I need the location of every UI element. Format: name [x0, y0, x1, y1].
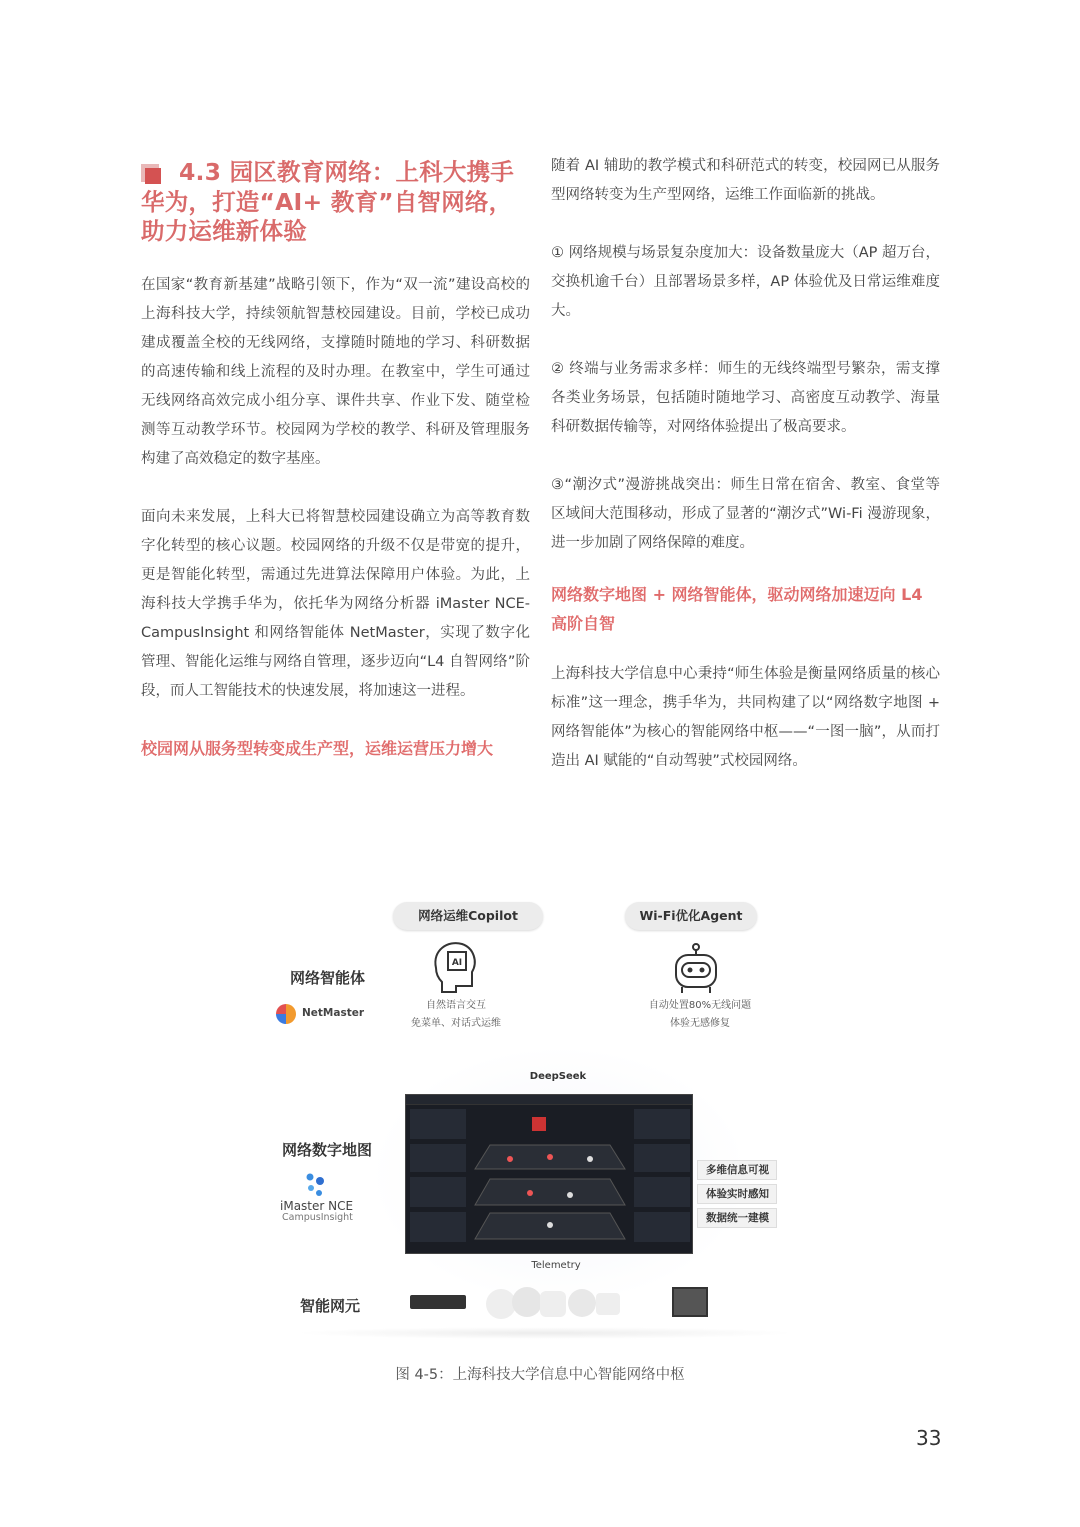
ai-head-icon [426, 938, 482, 996]
right-subheading: 网络数字地图 + 网络智能体，驱动网络加速迈向 L4 高阶自智 [551, 585, 923, 633]
left-paragraph-2: 面向未来发展，上科大已将智慧校园建设确立为高等教育数字化转型的核心议题。校园网络的升级不仅是带宽的提升，更是智能化转型，需通过先进算法保障用户体验。为此，上海科技大学携手华为，依托华为网络分析器 iMaster NCE-CampusInsight 和网络智能体 NetMaster，实现了数字化管理、智能化运维与网络自管理，逐步迈向“L4 自智网络”阶段，而人工智能技术的快速发展，将加速这一进程。 [141, 508, 530, 699]
copilot-desc [396, 997, 516, 1033]
section-title-line-1: 4.3 园区教育网络：上科大携手 [179, 158, 515, 186]
figure-base-shadow [295, 1327, 795, 1339]
right-point-2: ② 终端与业务需求多样：师生的无线终端型号繁杂，需支撑各类业务场景，包括随时随地学习、高密度互动教学、海量科研数据传输等，对网络体验提出了极高要求。 [551, 361, 940, 435]
side-tag-perception: 体验实时感知 [697, 1184, 777, 1204]
switch-device-icon [410, 1295, 466, 1309]
page-number: 33 [916, 1426, 942, 1450]
access-point-icons [486, 1287, 636, 1319]
brand-netmaster: NetMaster [302, 1007, 365, 1019]
copilot-desc-line-1: 自然语言交互 [426, 1000, 486, 1011]
right-intro: 随着 AI 辅助的教学模式和科研范式的转变，校园网已从服务型网络转变为生产型网络，运维工作面临新的挑战。 [551, 158, 940, 203]
side-tag-visualization: 多维信息可视 [697, 1160, 777, 1180]
right-column [551, 152, 940, 776]
ai-badge-text: AI [451, 958, 463, 968]
copilot-pill: 网络运维Copilot [393, 902, 543, 930]
right-last-paragraph: 上海科技大学信息中心秉持“师生体验是衡量网络质量的核心标准”这一理念，携手华为，共同构建了以“网络数字地图 + 网络智能体”为核心的智能网络中枢——“一图一脑”，从而打造出 AI 赋能的“自动驾驶”式校园网络。 [551, 666, 940, 769]
digital-map-dashboard [405, 1094, 693, 1254]
title-marker-icon [141, 164, 163, 186]
agent-desc-line-1: 自动处置80%无线问题 [648, 1000, 752, 1011]
telemetry-label: Telemetry [531, 1260, 581, 1271]
chassis-device-icon [672, 1287, 708, 1317]
agent-pill: Wi-Fi优化Agent [625, 902, 757, 930]
agent-desc [630, 997, 770, 1033]
section-title [141, 158, 530, 247]
netmaster-logo-icon [276, 1004, 296, 1024]
deepseek-label: DeepSeek [529, 1071, 587, 1082]
label-network-element: 智能网元 [300, 1297, 361, 1315]
agent-desc-line-2: 体验无感修复 [670, 1018, 730, 1029]
imaster-logo-icon [302, 1171, 328, 1197]
brand-imaster-sub: CampusInsight [282, 1212, 353, 1223]
left-column [141, 152, 530, 791]
label-network-agent: 网络智能体 [290, 969, 366, 987]
right-point-3: ③“潮汐式”漫游挑战突出：师生日常在宿舍、教室、食堂等区域间大范围移动，形成了显著的“潮汐式”Wi-Fi 漫游现象，进一步加剧了网络保障的难度。 [551, 477, 940, 551]
figure-caption: 图 4-5：上海科技大学信息中心智能网络中枢 [395, 1367, 685, 1383]
left-subheading: 校园网从服务型转变成生产型，运维运营压力增大 [141, 738, 494, 758]
label-network-map: 网络数字地图 [282, 1141, 373, 1159]
right-point-1: ① 网络规模与场景复杂度加大：设备数量庞大（AP 超万台，交换机逾千台）且部署场景多样，AP 体验优及日常运维难度大。 [551, 245, 940, 319]
left-paragraph-1: 在国家“教育新基建”战略引领下，作为“双一流”建设高校的上海科技大学，持续领航智慧校园建设。目前，学校已成功建成覆盖全校的无线网络，支撑随时随地的学习、科研数据的高速传输和线上流程的及时办理。在教室中，学生可通过无线网络高效完成小组分享、课件共享、作业下发、随堂检测等互动教学环节。校园网为学校的教学、科研及管理服务构建了高效稳定的数字基座。 [141, 276, 530, 467]
robot-icon [668, 941, 724, 997]
copilot-desc-line-2: 免菜单、对话式运维 [411, 1018, 501, 1029]
section-title-line-3: 助力运维新体验 [141, 217, 307, 245]
network-hub-figure [260, 895, 820, 1345]
side-tag-modeling: 数据统一建模 [697, 1208, 777, 1228]
section-title-line-2: 华为，打造“AI+ 教育”自智网络， [141, 187, 513, 216]
brand-imaster: iMaster NCE [280, 1199, 354, 1213]
